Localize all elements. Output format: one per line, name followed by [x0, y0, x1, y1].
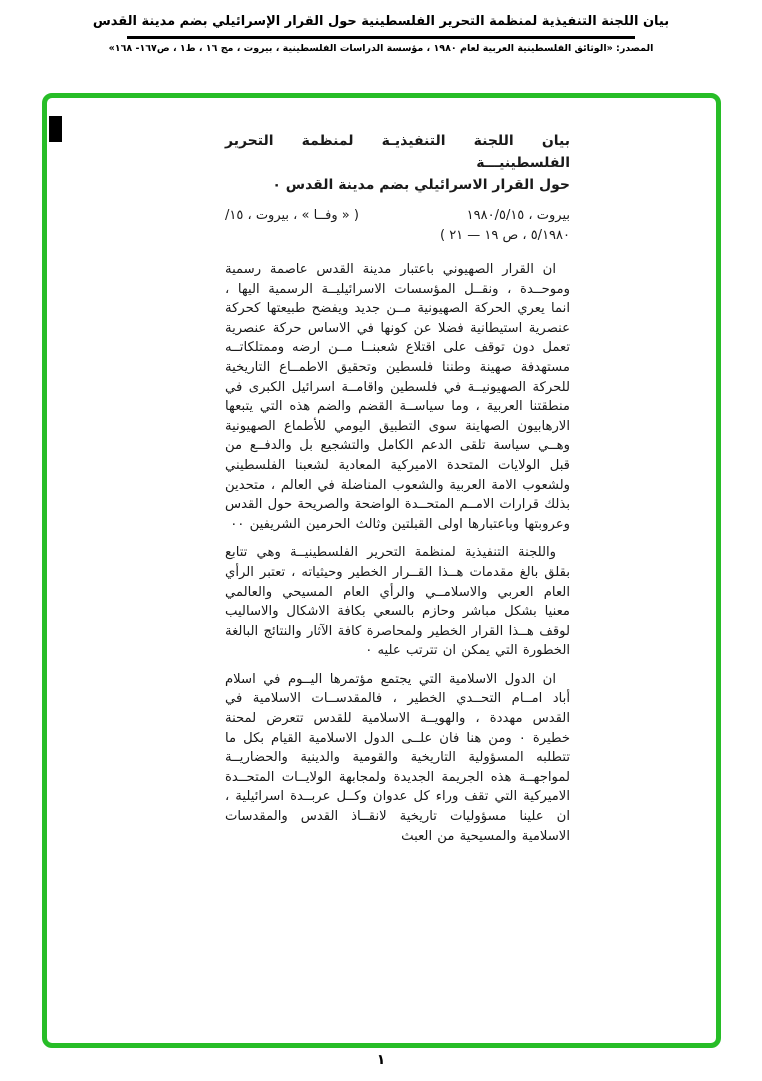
header-divider: [127, 36, 635, 39]
paragraph: ان القرار الصهيوني باعتبار مدينة القدس عاصمة رسمية وموحــدة ، ونقــل المؤسسات الاسرائيليــة الرسمية اليها ، انما يعري الحركة الصهيونية مــن جديد ويفضح طبيعتها كحركة عنصرية استيطانية فضلا عن كونها في الاساس حركة عنصرية تعمل دون توقف على اقتلاع شعبنــا مــن ارضه وممتلكاتــه مستهدفة صهينة وطننا فلسطين وتحقيق الاطمــاع التاريخية للحركة الصهيونيــة في فلسطين واقامــة اسرائيل الكبرى في منطقتنا العربية ، وما سياســة القضم والضم هذه التي يتبعها الارهابيون الصهاينة سوى التطبيق اليومي للأطماع الصهيونية وهــي سياسة تلقى الدعم الكامل والتشجيع بل والدفــع من قبل الولايات المتحدة الاميركية المعادية لشعبنا الفلسطيني ولشعوب الامة العربية والشعوب المناضلة في العالم ، متحدين بذلك قرارات الامــم المتحــدة الواضحة والصريحة حول القدس وعروبتها وباعتبارها اولى القبلتين وثالث الحرمين الشريفين ٠٠: [225, 262, 570, 532]
source-citation: المصدر: «الوثائق الفلسطينية العربية لعام ١٩٨٠ ، مؤسسة الدراسات الفلسطينية ، بيروت ، مج ١٦ ، ط١ ، ص١٦٧- ١٦٨»: [108, 43, 654, 54]
page-header: [0, 0, 762, 54]
paragraph: واللجنة التنفيذية لمنظمة التحرير الفلسطينيــة وهي تتابع بقلق بالغ مقدمات هــذا القــرار الخطير وحيثياته ، تعتبر الرأي العام العربي والاسلامــي والرأي العام المسيحي والعالمي معنيا بشكل مباشر وحازم بالسعي بكافة الاشكال والاساليب لوقف هــذا القرار الخطير ولمحاصرة كافة الآثار والنتائج البالغة الخطورة التي يمكن ان تترتب عليه ٠: [225, 545, 570, 659]
dateline-line-1: [225, 206, 570, 226]
dateline-place-date: بيروت ، ١٩٨٠/٥/١٥: [466, 208, 570, 223]
header-title: بيان اللجنة التنفيذية لمنظمة التحرير الفلسطينية حول القرار الإسرائيلي بضم مدينة القدس: [92, 14, 670, 29]
page-number: ١: [376, 1052, 386, 1068]
document-annotation-box: [42, 93, 721, 1048]
paragraph: ان الدول الاسلامية التي يجتمع مؤتمرها اليــوم في اسلام أباد امــام التحــدي الخطير ، فالمقدســات الاسلامية في القدس مهددة ، والهويــة الاسلامية للقدس تتعرض لمحنة خطيرة ٠ ومن هنا فان علــى الدول الاسلامية القيام بكل ما تتطلبه المسؤولية التاريخية والقومية والدينية والحضاريــة لمواجهــة هذه الجريمة الجديدة ولمجابهة الولايــات المتحــدة الاميركية التي تقف وراء كل عدوان وكــل عربــدة اسرائيلية ، ان علينا مسؤوليات تاريخية لانقــاذ القدس والمقدسات الاسلامية والمسيحية من العبث: [225, 671, 571, 844]
dateline: [225, 206, 570, 246]
document-body: [225, 260, 570, 846]
document-title: [225, 130, 570, 196]
document-title-line-2: حول القرار الاسرائيلي بضم مدينة القدس ٠: [272, 177, 570, 193]
scanned-document: [225, 130, 570, 855]
document-title-line-1: بيان اللجنة التنفيذيـة لمنظمة التحرير الفلسطينيـــة: [225, 133, 570, 171]
dateline-line-2: ٥/١٩٨٠ ، ص ١٩ — ٢١ ): [439, 228, 570, 243]
dateline-agency: ( « وفــا » ، بيروت ، ١٥/: [225, 208, 359, 223]
scan-artifact-mark: [49, 116, 62, 142]
